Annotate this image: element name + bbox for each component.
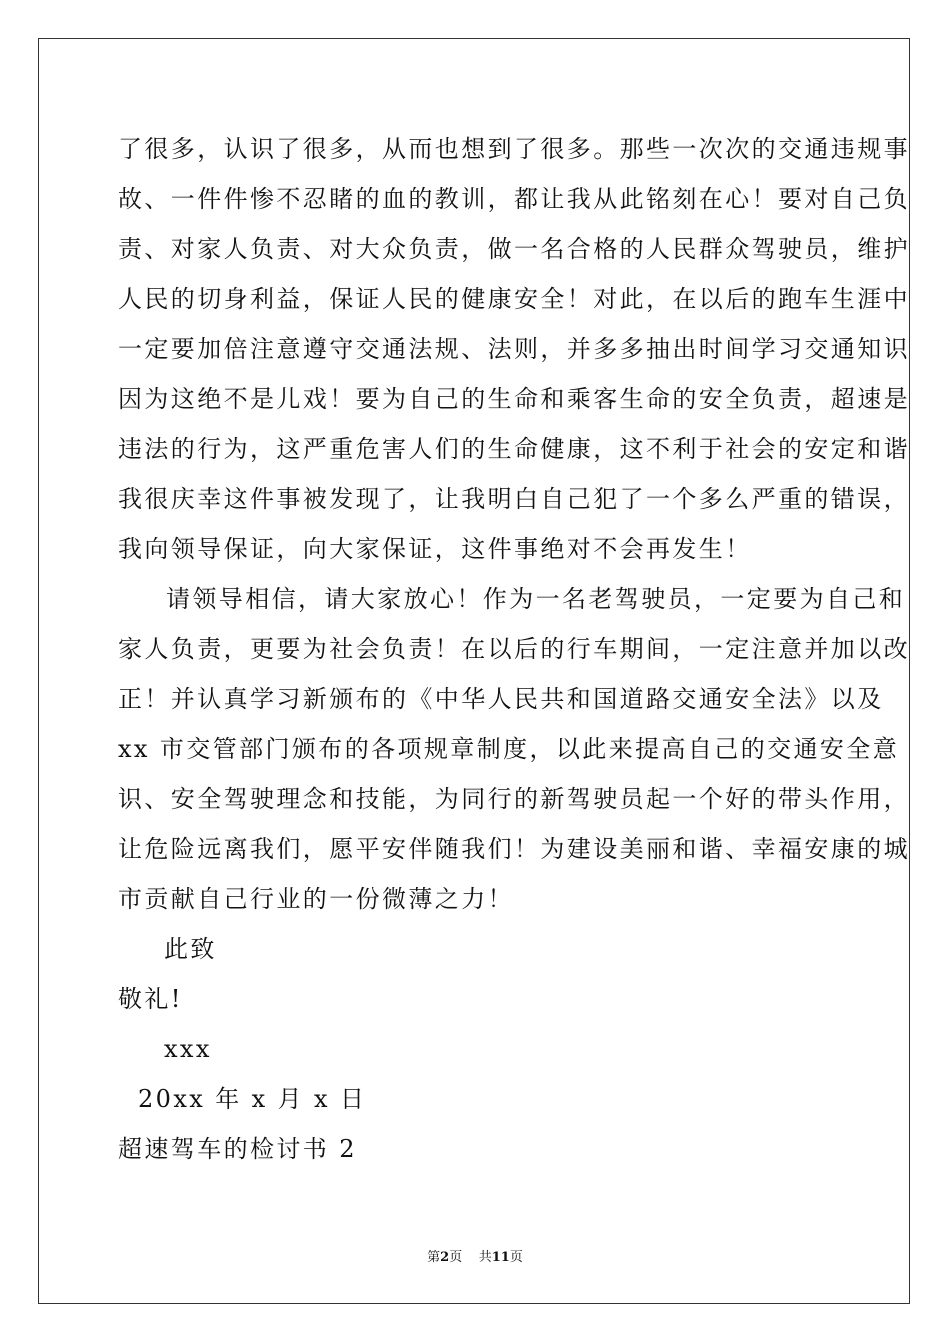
signer-name: xxx <box>164 1035 212 1063</box>
next-section-title: 超速驾车的检讨书 2 <box>118 1135 357 1163</box>
body-line: 我向领导保证，向大家保证，这件事绝对不会再发生！ <box>118 535 752 563</box>
salutation: 敬礼! <box>118 985 183 1013</box>
body-line: 让危险远离我们，愿平安伴随我们！为建设美丽和谐、幸福安康的城 <box>118 835 910 863</box>
footer-middle: 页 共 <box>449 1250 492 1265</box>
footer-suffix: 页 <box>509 1250 523 1265</box>
body-line: 家人负责，更要为社会负责！在以后的行车期间，一定注意并加以改 <box>118 635 910 663</box>
body-line: 故、一件件惨不忍睹的血的教训，都让我从此铭刻在心！要对自己负 <box>118 185 910 213</box>
body-line: 一定要加倍注意遵守交通法规、法则，并多多抽出时间学习交通知识 <box>118 335 910 363</box>
body-line: 违法的行为，这严重危害人们的生命健康，这不利于社会的安定和谐 <box>118 435 910 463</box>
body-line: 了很多，认识了很多，从而也想到了很多。那些一次次的交通违规事 <box>118 135 910 163</box>
paragraph-start-line: 请领导相信，请大家放心！作为一名老驾驶员，一定要为自己和 <box>166 585 906 613</box>
body-line: xx 市交管部门颁布的各项规章制度，以此来提高自己的交通安全意 <box>118 735 900 763</box>
footer-page-number: 2 <box>440 1250 450 1265</box>
body-line: 正！并认真学习新颁布的《中华人民共和国道路交通安全法》以及 <box>118 685 884 713</box>
footer-total-pages: 11 <box>491 1250 510 1265</box>
letter-date: 20xx 年 x 月 x 日 <box>138 1085 367 1113</box>
body-line: 人民的切身利益，保证人民的健康安全！对此，在以后的跑车生涯中 <box>118 285 910 313</box>
body-line: 因为这绝不是儿戏！要为自己的生命和乘客生命的安全负责，超速是 <box>118 385 910 413</box>
body-line: 我很庆幸这件事被发现了，让我明白自己犯了一个多么严重的错误， <box>118 485 910 513</box>
body-line: 责、对家人负责、对大众负责，做一名合格的人民群众驾驶员，维护 <box>118 235 910 263</box>
body-line: 识、安全驾驶理念和技能，为同行的新驾驶员起一个好的带头作用， <box>118 785 910 813</box>
footer-prefix: 第 <box>427 1250 441 1265</box>
page-footer <box>0 1246 950 1265</box>
body-line: 市贡献自己行业的一份微薄之力！ <box>118 885 514 913</box>
document-body <box>118 124 910 1174</box>
closing-phrase: 此致 <box>164 935 217 963</box>
